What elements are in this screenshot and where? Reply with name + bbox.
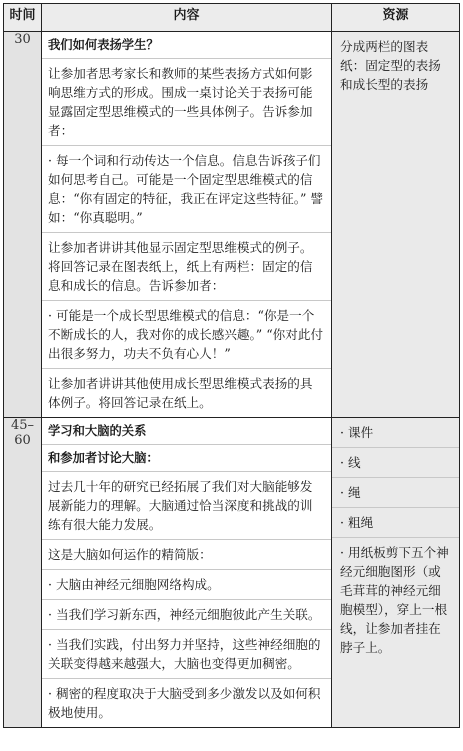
content-paragraph: 让参加者讲讲其他显示固定型思维模式的例子。将回答记录在图表纸上，纸上有两栏：固定的信息和成长的信息。告诉参加者： <box>42 233 331 301</box>
resource-item: · 课件 <box>332 418 459 448</box>
content-cell <box>42 32 332 418</box>
table-row <box>4 418 460 728</box>
table-row <box>4 32 460 418</box>
content-paragraph: 过去几十年的研究已经拓展了我们对大脑能够发展新能力的理解。大脑通过恰当深度和挑战的训练有很大能力发展。 <box>42 472 331 540</box>
resource-cell <box>332 418 460 728</box>
content-paragraph: · 大脑由神经元细胞网络构成。 <box>42 570 331 600</box>
content-paragraph: · 当我们学习新东西，神经元细胞彼此产生关联。 <box>42 600 331 630</box>
header-resources: 资源 <box>332 4 460 32</box>
resource-item: 分成两栏的图表纸：固定型的表扬和成长型的表扬 <box>340 39 441 92</box>
resource-item: · 用纸板剪下五个神经元细胞图形（或毛茸茸的神经元细胞模型），穿上一根线，让参加者挂在脖子上。 <box>340 545 449 655</box>
header-content: 内容 <box>42 4 332 32</box>
content-paragraph: 这是大脑如何运作的精简版： <box>42 540 331 570</box>
time-value: 30 <box>14 32 31 47</box>
time-cell <box>4 418 42 728</box>
content-paragraph: · 稠密的程度取决于大脑受到多少激发以及如何积极地使用。 <box>48 686 321 720</box>
time-value: 45– 60 <box>10 418 35 448</box>
resource-item: · 绳 <box>332 478 459 508</box>
content-cell <box>42 418 332 728</box>
time-cell <box>4 32 42 418</box>
content-paragraph: 让参加者讲讲其他使用成长型思维模式表扬的具体例子。将回答记录在纸上。 <box>48 376 313 410</box>
lesson-plan-table <box>3 3 460 728</box>
content-paragraph: · 当我们实践，付出努力并坚持，这些神经细胞的关联变得越来越强大，大脑也变得更加稠密。 <box>42 630 331 679</box>
content-paragraph: · 可能是一个成长型思维模式的信息：“你是一个不断成长的人，我对你的成长感兴趣。” “你对此付出很多努力，功夫不负有心人！” <box>42 301 331 369</box>
section-subtitle: 和参加者讨论大脑： <box>42 445 331 472</box>
section-title: 我们如何表扬学生？ <box>42 32 331 59</box>
content-paragraph: 让参加者思考家长和教师的某些表扬方式如何影响思维方式的形成。围成一桌讨论关于表扬可能显露固定型思维模式的一些具体例子。告诉参加者： <box>42 59 331 146</box>
resource-cell <box>332 32 460 418</box>
table-header-row <box>4 4 460 32</box>
header-time: 时间 <box>4 4 42 32</box>
section-title: 学习和大脑的关系 <box>42 418 331 445</box>
resource-item: · 线 <box>332 448 459 478</box>
content-paragraph: · 每一个词和行动传达一个信息。信息告诉孩子们如何思考自己。可能是一个固定型思维模式的信息：“你有固定的特征，我正在评定这些特征。” 譬如：“你真聪明。” <box>42 146 331 233</box>
resource-item: · 粗绳 <box>332 508 459 538</box>
